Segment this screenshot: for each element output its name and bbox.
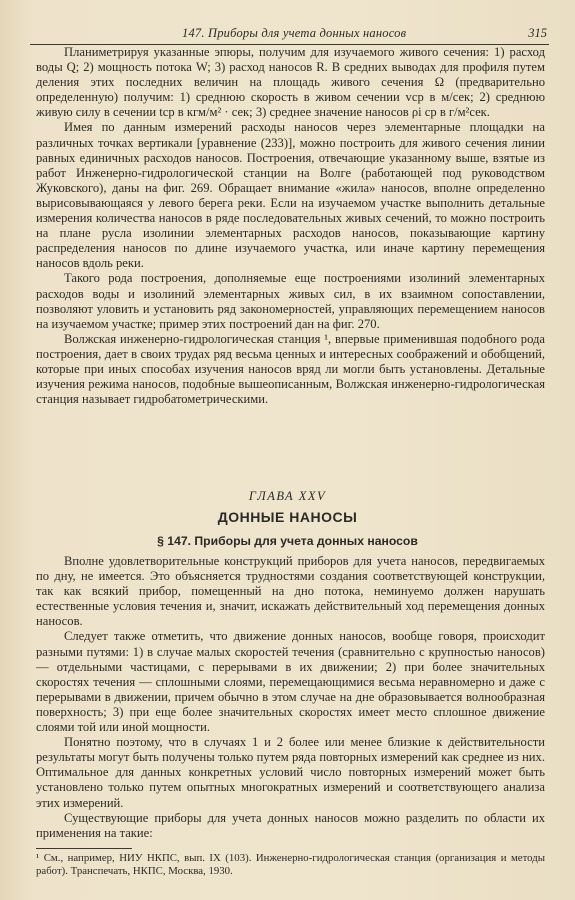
footnote-divider	[36, 848, 132, 849]
paragraph: Следует также отметить, что движение донных наносов, вообще говоря, происходит разными путями: 1) в случае малых скоростей течения (сравнительно с крупностью наносов) — отдельными частицами, с перерывами в их движении; 2) при более значительных скоростях течения — сплошными слоями, перемещающимися весьма неравномерно и даже с перерывами в движении, причем обычно в этом случае на дне образовывается волнообразная поверхность; 3) при еще более значительных скоростях имеет место сплошное движение слоями той или иной мощности.	[36, 629, 545, 735]
paragraph: Планиметрируя указанные эпюры, получим для изучаемого живого сечения: 1) расход воды Q; 2) мощность потока W; 3) расход наносов R. В средних выводах для профиля путем деления этих последних величин на площадь живого сечения Ω (предварительно определенную) получим: 1) среднюю скорость в живом сечении vср в м/сек; 2) среднюю живую силу в сечении tср в кгм/м² · сек; 3) среднее значение наносов ρi ср в г/м²сек.	[36, 45, 545, 120]
running-head	[30, 24, 549, 45]
paragraph: Такого рода построения, дополняемые еще построениями изолиний элементарных расходов воды и изолиний элементарных живых сил, в их взаимном сопоставлении, позволяют уловить и установить ряд закономерностей, управляющих перемещением наносов на изучаемом участке; пример этих построений дан на фиг. 270.	[36, 271, 545, 331]
footnote: ¹ См., например, НИУ НКПС, вып. IX (103). Инженерно-гидрологическая станция (организация и методы работ). Транспечать, НКПС, Москва, 1930.	[36, 852, 545, 877]
paragraph: Вполне удовлетворительные конструкций приборов для учета наносов, передвигаемых по дну, не имеется. Это объясняется трудностями создания соответствующей конструкции, так как всякий прибор, помещенный на дно потока, неминуемо должен нарушать естественные условия течения и, значит, искажать действительный ход перемещения донных наносов.	[36, 554, 545, 629]
paragraph: Имея по данным измерений расходы наносов через элементарные площадки на различных точках вертикали [уравнение (233)], можно построить для живого сечения линии равных единичных расходов наносов. Построения, отвечающие указанному выше, взятые из работ Инженерно-гидрологической станции на Волге (работающей под руководством Жуковского), даны на фиг. 269. Обращает внимание «жила» наносов, вполне определенно вырисовывающаяся у левого берега реки. Если на изучаемом участке выполнить детальные измерения количества наносов в ряде последовательных живых сечений, то можно построить на плане русла изолинии элементарных расходов наносов, показывающие картину распределения наносов по длине изучаемого участка, или иначе картину перемещения наносов вдоль реки.	[36, 120, 545, 271]
paragraph: Существующие приборы для учета донных наносов можно разделить по области их применения на такие:	[36, 810, 545, 840]
paragraph: Волжская инженерно-гидрологическая станция ¹, впервые применившая подобного рода построения, дает в своих трудах ряд весьма ценных и интересных соображений и обобщений, которые при иных способах изучения наносов вряд ли могли быть установлены. Детальные изучения режима наносов, подобные вышеописанным, Волжская инженерно-гидрологическая станция называет гидробатометрическими.	[36, 331, 545, 407]
section-title: § 147. Приборы для учета донных наносов	[157, 534, 418, 548]
chapter-title: ДОННЫЕ НАНОСЫ	[217, 509, 358, 525]
body-text-top	[36, 45, 545, 407]
body-text-bottom	[36, 554, 545, 841]
running-head-title: 147. Приборы для учета донных наносов	[182, 26, 407, 40]
paragraph: Понятно поэтому, что в случаях 1 и 2 более или менее близкие к действительности результаты могут быть получены только путем ряда повторных измерений как среднее из них. Оптимальное для данных конкретных условий число повторных измерений может быть установлено только путем опытных многократных измерений и соответствующего анализа этих измерений.	[36, 735, 545, 810]
chapter-label: ГЛАВА XXV	[248, 489, 327, 503]
page-number: 315	[528, 26, 547, 40]
